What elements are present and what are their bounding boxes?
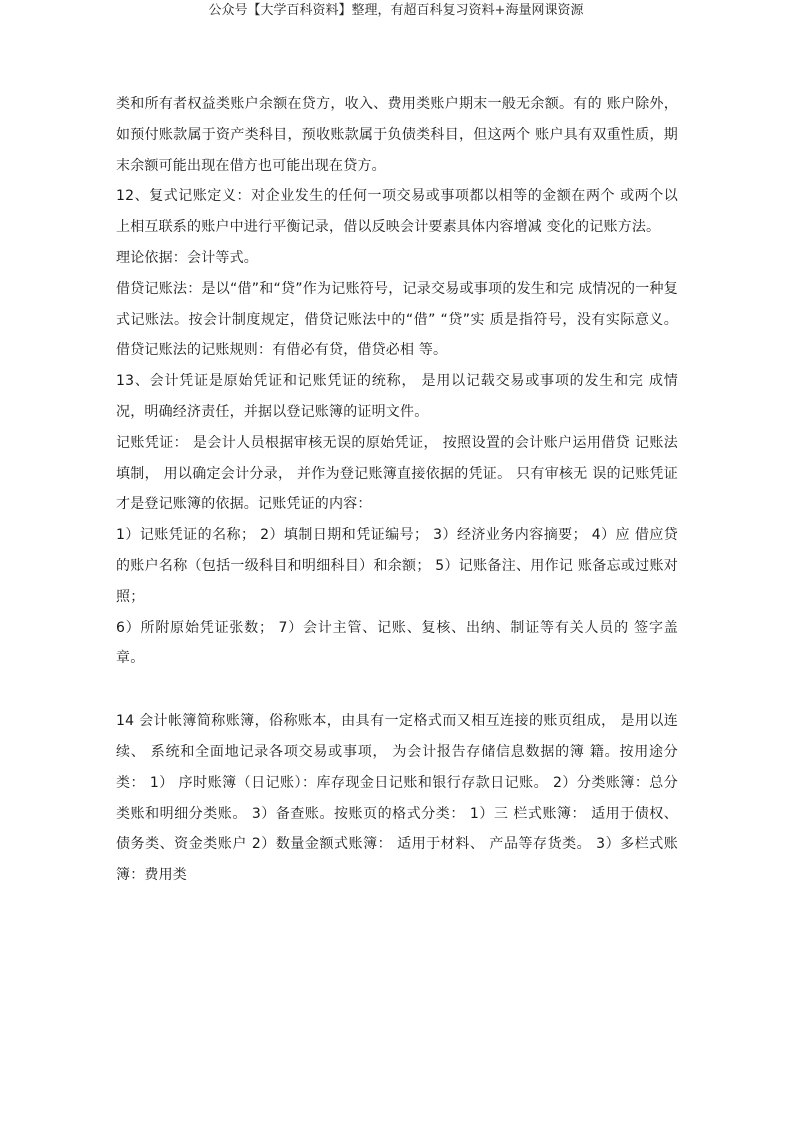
paragraph-gap: [116, 674, 678, 706]
paragraph-theoretical-basis: 理论依据：会计等式。: [116, 249, 258, 266]
document-body: [116, 89, 678, 891]
paragraph-accounting-voucher: 13、会计凭证是原始凭证和记账凭证的统称， 是用以记载交易或事项的发生和完 成情况，明确经济责任，并据以登记账簿的证明文件。: [116, 373, 678, 420]
paragraph-balance-direction: 类和所有者权益类账户余额在贷方，收入、费用类账户期末一般无余额。有的 账户除外，如预付账款属于资产类科目，预收账款属于负债类科目，但这两个 账户具有双重性质，期末余额可能出现在借方也可能出现在贷方。: [116, 96, 678, 174]
paragraph-bookkeeping-voucher: 记账凭证： 是会计人员根据审核无误的原始凭证， 按照设置的会计账户运用借贷 记账法填制， 用以确定会计分录， 并作为登记账簿直接依据的凭证。 只有审核无 误的记账凭证才是登记账簿的依据。记账凭证的内容：: [116, 434, 678, 513]
paragraph-debit-credit-method: 借贷记账法：是以“借”和“贷”作为记账符号，记录交易或事项的发生和完 成情况的一种复式记账法。按会计制度规定，借贷记账法中的“借” “贷”实 质是指符号，没有实际意义。借贷记账法的记账规则：有借必有贷，借贷必相 等。: [116, 280, 678, 359]
paragraph-double-entry-definition: 12、复式记账定义：对企业发生的任何一项交易或事项都以相等的金额在两个 或两个以上相互联系的账户中进行平衡记录，借以反映会计要素具体内容增减 变化的记账方法。: [116, 188, 678, 236]
paragraph-voucher-contents-1: 1）记账凭证的名称； 2）填制日期和凭证编号； 3）经济业务内容摘要； 4）应 借应贷的账户名称（包括一级科目和明细科目）和余额； 5）记账备注、用作记 账备忘或过账对照；: [116, 527, 678, 605]
paragraph-voucher-contents-2: 6）所附原始凭证张数； 7）会计主管、记账、复核、出纳、制证等有关人员的 签字盖章。: [116, 619, 678, 667]
page-header: 公众号【大学百科资料】整理，有超百科复习资料+海量网课资源: [208, 3, 584, 18]
paragraph-account-books: 14 会计帐簿简称账簿，俗称账本，由具有一定格式而又相互连接的账页组成， 是用以连续、 系统和全面地记录各项交易或事项， 为会计报告存储信息数据的簿 籍。按用途分类： 1） 序时账簿（日记账）：库存现金日记账和银行存款日记账。 2）分类账簿：总分类账和明细分类账。 3）备查账。按账页的格式分类： 1）三 栏式账簿： 适用于债权、债务类、资金类账户 2）数量金额式账簿： 适用于材料、 产品等存货类。 3）多栏式账簿：费用类: [116, 713, 678, 884]
